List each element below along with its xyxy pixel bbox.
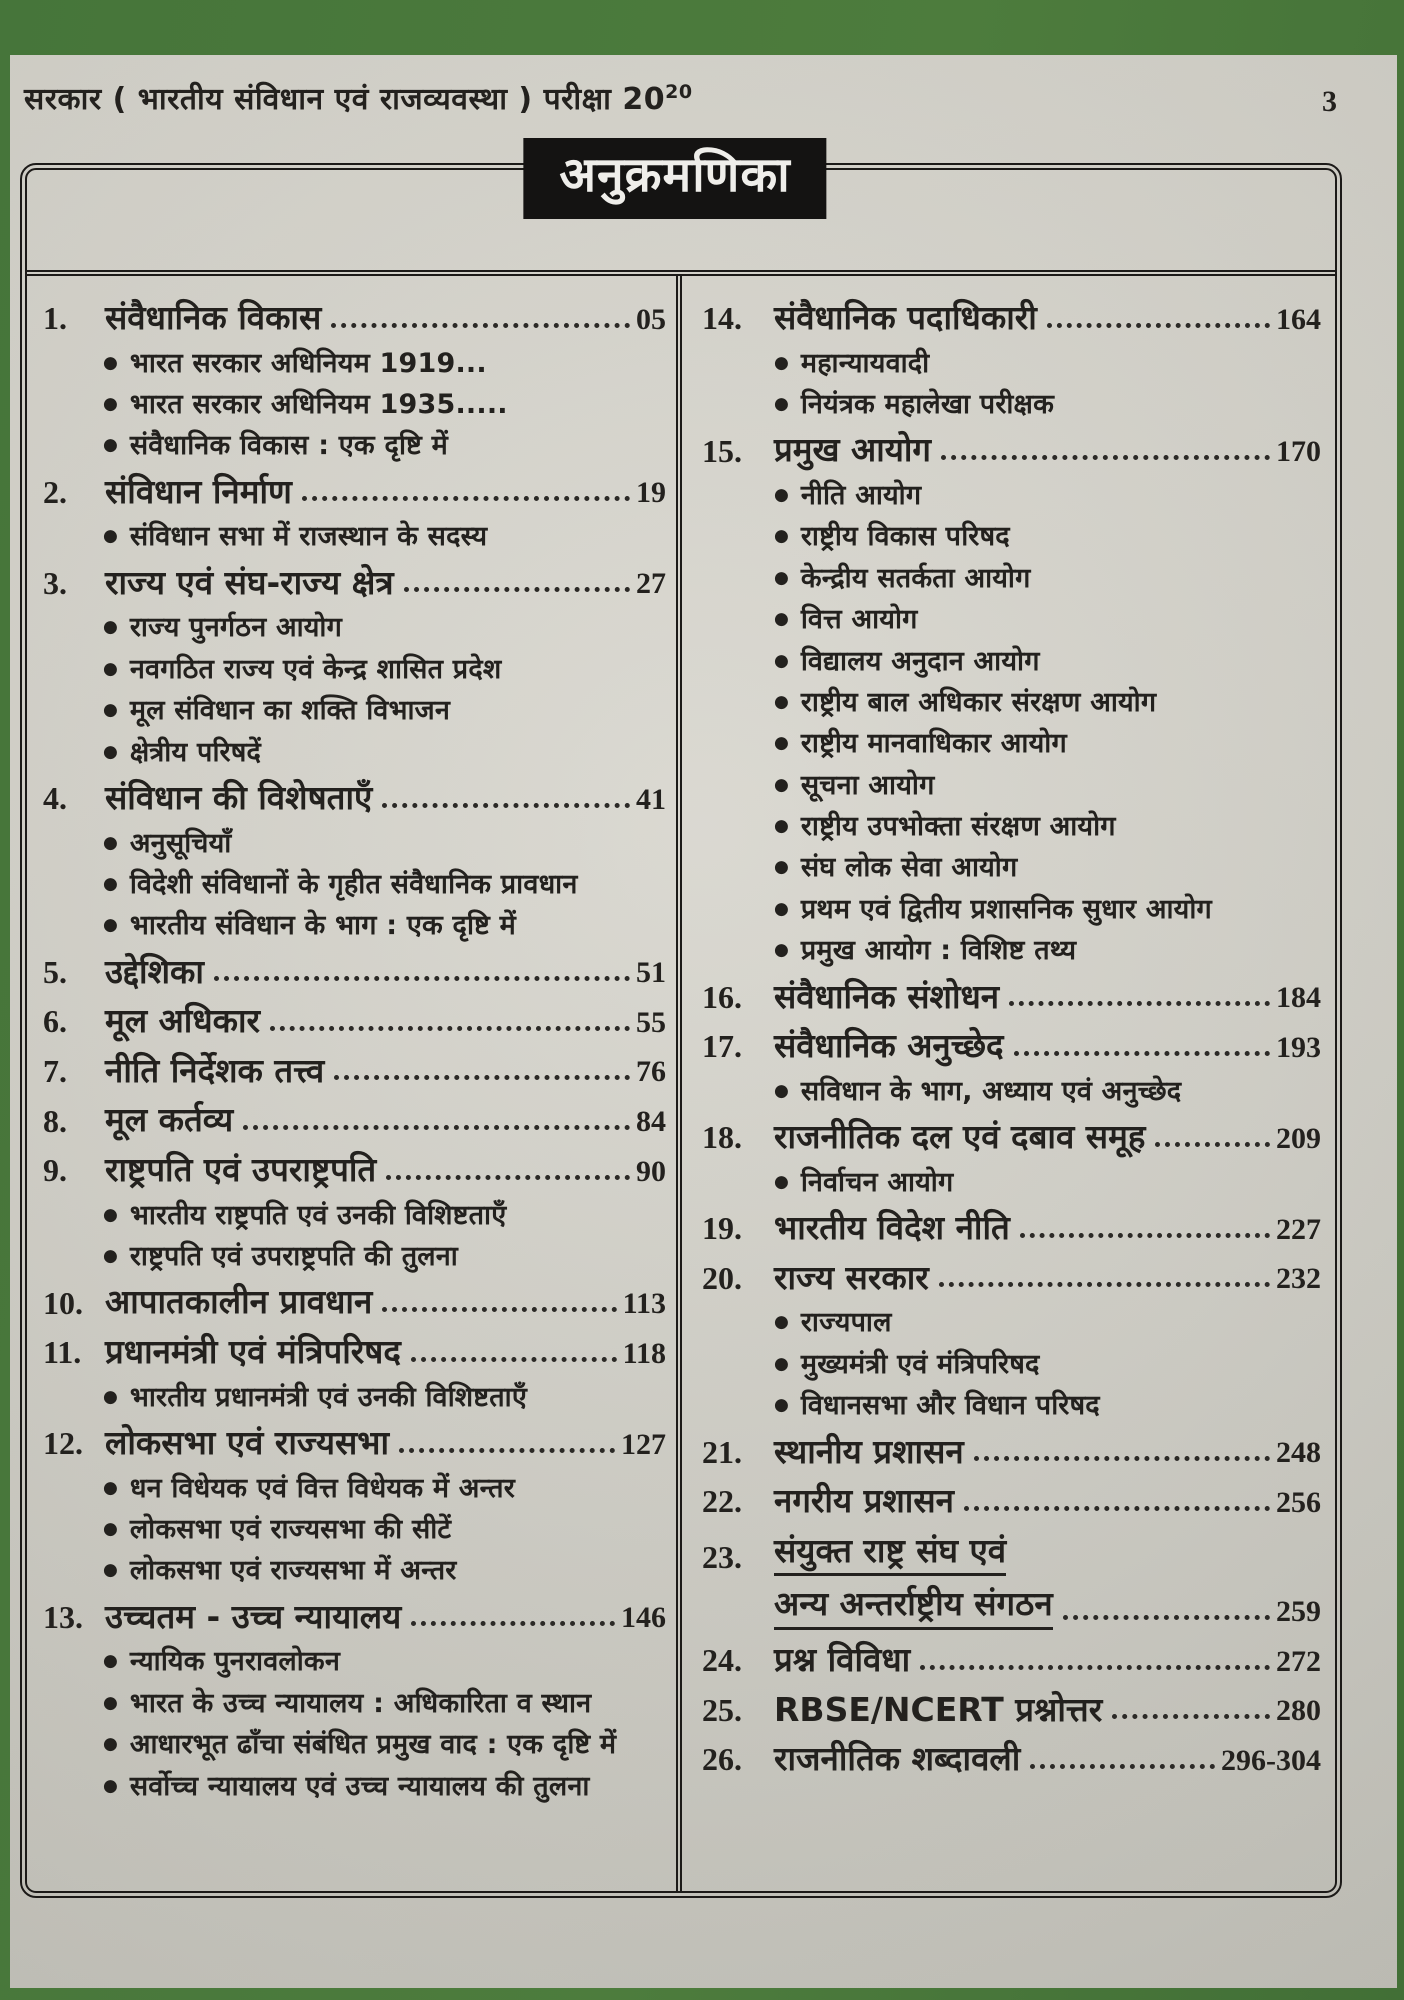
- toc-entry-page: 280: [1276, 1694, 1321, 1728]
- toc-entry-title: संवैधानिक अनुच्छेद: [774, 1026, 1004, 1066]
- toc-entry-page: 27: [636, 567, 666, 601]
- toc-sub-item: [774, 1349, 1321, 1381]
- toc-sub-item-label: प्रमुख आयोग : विशिष्ट तथ्य: [800, 935, 1077, 967]
- toc-entry: [43, 298, 666, 338]
- dotted-leader: [386, 1175, 630, 1180]
- bullet-icon: ●: [774, 1395, 789, 1416]
- toc-left-column: [27, 276, 682, 1891]
- toc-sub-item: [774, 480, 1321, 512]
- toc-entry-number: 10.: [43, 1284, 83, 1321]
- toc-sub-item: [774, 563, 1321, 595]
- toc-sub-item: [103, 1241, 666, 1273]
- toc-sub-item: [774, 770, 1321, 802]
- toc-entry: [702, 1117, 1321, 1157]
- toc-sub-item-label: राष्ट्रीय बाल अधिकार संरक्षण आयोग: [800, 686, 1157, 718]
- toc-sub-item-label: मुख्यमंत्री एवं मंत्रिपरिषद: [800, 1348, 1040, 1380]
- toc-sub-item: [774, 348, 1321, 380]
- toc-sub-item-label: संघ लोक सेवा आयोग: [800, 852, 1018, 884]
- toc-entry-number: 22.: [702, 1483, 742, 1520]
- toc-sub-item-label: भारत सरकार अधिनियम 1935.....: [129, 388, 508, 420]
- toc-entry-number: 19.: [702, 1210, 742, 1247]
- dotted-leader: [964, 1506, 1270, 1511]
- toc-sub-item-label: भारतीय राष्ट्रपति एवं उनकी विशिष्टताएँ: [129, 1199, 507, 1231]
- toc-sub-item: [103, 737, 666, 769]
- toc-sub-item: [774, 1390, 1321, 1422]
- toc-entry: [43, 472, 666, 512]
- toc-sub-item: [103, 430, 666, 462]
- dotted-leader: [1030, 1764, 1215, 1769]
- toc-sub-item-label: भारत के उच्च न्यायालय : अधिकारिता व स्थान: [129, 1687, 592, 1719]
- bullet-icon: ●: [774, 650, 789, 671]
- toc-sub-item-label: सर्वोच्च न्यायालय एवं उच्च न्यायालय की तुलना: [129, 1770, 590, 1802]
- toc-sub-item: [103, 1688, 666, 1720]
- toc-entry-page: 51: [636, 956, 666, 990]
- toc-entry-page: 170: [1276, 434, 1321, 468]
- toc-entry-page: 41: [636, 782, 666, 816]
- bullet-icon: ●: [103, 1734, 118, 1755]
- dotted-leader: [1009, 1001, 1270, 1006]
- toc-sub-item: [774, 1307, 1321, 1339]
- toc-entry: [43, 1001, 666, 1041]
- toc-entry: [774, 1584, 1321, 1630]
- toc-entry: [43, 952, 666, 992]
- toc-sub-item: [103, 1473, 666, 1505]
- bullet-icon: ●: [103, 1651, 118, 1672]
- toc-entry-page: 113: [622, 1287, 666, 1321]
- toc-entry: [702, 1640, 1321, 1680]
- toc-entry-number: 4.: [43, 780, 67, 817]
- toc-entry-number: 1.: [43, 300, 67, 337]
- toc-entry-title: मूल कर्तव्य: [105, 1100, 234, 1140]
- toc-sub-item: [774, 521, 1321, 553]
- bullet-icon: ●: [103, 526, 118, 547]
- toc-entry-number: 18.: [702, 1119, 742, 1156]
- dotted-leader: [1047, 323, 1270, 328]
- toc-sub-item: [774, 894, 1321, 926]
- dotted-leader: [1020, 1233, 1270, 1238]
- toc-sub-item-label: भारतीय संविधान के भाग : एक दृष्टि में: [129, 910, 516, 942]
- bullet-icon: ●: [103, 658, 118, 679]
- toc-entry-number: 11.: [43, 1334, 82, 1371]
- dotted-leader: [302, 496, 630, 501]
- toc-sub-item: [103, 1555, 666, 1587]
- bullet-icon: ●: [774, 1353, 789, 1374]
- toc-entry-title: उच्चतम - उच्च न्यायालय: [105, 1596, 402, 1636]
- toc-sub-item: [103, 695, 666, 727]
- toc-entry: [702, 1208, 1321, 1248]
- bullet-icon: ●: [774, 857, 789, 878]
- toc-sub-item: [774, 852, 1321, 884]
- bullet-icon: ●: [774, 774, 789, 795]
- toc-entry-page: 164: [1276, 302, 1321, 336]
- dotted-leader: [1155, 1142, 1270, 1147]
- bullet-icon: ●: [103, 1518, 118, 1539]
- dotted-leader: [1063, 1615, 1270, 1620]
- dotted-leader: [941, 455, 1270, 460]
- toc-entry-title: संविधान की विशेषताएँ: [105, 777, 373, 817]
- toc-entry-title: प्रश्न विविधा: [774, 1639, 911, 1679]
- toc-right-column: [682, 276, 1335, 1891]
- toc-entry-title: नीति निर्देशक तत्त्व: [105, 1050, 325, 1090]
- toc-sub-item-label: विधानसभा और विधान परिषद: [800, 1390, 1100, 1422]
- dotted-leader: [920, 1665, 1270, 1670]
- toc-sub-item: [774, 389, 1321, 421]
- toc-entry-page: 193: [1276, 1030, 1321, 1064]
- toc-entry-number: 9.: [43, 1152, 67, 1189]
- bullet-icon: ●: [103, 1775, 118, 1796]
- toc-entry-title: मूल अधिकार: [105, 1001, 261, 1041]
- toc-entry-number: 5.: [43, 953, 67, 990]
- toc-entry-title: राजनीतिक दल एवं दबाव समूह: [774, 1117, 1146, 1157]
- dotted-leader: [1014, 1051, 1270, 1056]
- toc-sub-item: [774, 935, 1321, 967]
- toc-sub-item: [103, 654, 666, 686]
- toc-entry: [702, 1432, 1321, 1472]
- toc-entry: [702, 1258, 1321, 1298]
- toc-sub-item-label: धन विधेयक एवं वित्त विधेयक में अन्तर: [129, 1472, 515, 1504]
- bullet-icon: ●: [103, 435, 118, 456]
- dotted-leader: [214, 976, 630, 981]
- toc-sub-item-label: राज्यपाल: [800, 1307, 892, 1339]
- book-title-text: सरकार ( भारतीय संविधान एवं राजव्यवस्था ) परीक्षा 20: [24, 82, 666, 117]
- toc-entry-number: 16.: [702, 978, 742, 1015]
- toc-sub-item: [103, 1771, 666, 1803]
- bullet-icon: ●: [103, 352, 118, 373]
- toc-entry: [43, 1282, 666, 1322]
- toc-sub-item-label: निर्वाचन आयोग: [800, 1166, 954, 1198]
- toc-sub-item: [103, 1514, 666, 1546]
- toc-entry-title: संविधान निर्माण: [105, 471, 292, 511]
- bullet-icon: ●: [774, 1171, 789, 1192]
- bullet-icon: ●: [103, 741, 118, 762]
- toc-entry-number: 7.: [43, 1053, 67, 1090]
- toc-sub-item: [103, 1646, 666, 1678]
- toc-sub-item-label: क्षेत्रीय परिषदें: [129, 736, 262, 768]
- toc-entry: [702, 430, 1321, 470]
- bullet-icon: ●: [774, 1312, 789, 1333]
- toc-entry-page: 146: [621, 1601, 666, 1635]
- toc-entry: [702, 1531, 1321, 1577]
- toc-entry-title: भारतीय विदेश नीति: [774, 1208, 1010, 1248]
- toc-entry-page: 127: [621, 1427, 666, 1461]
- dotted-leader: [939, 1282, 1270, 1287]
- dotted-leader: [974, 1456, 1270, 1461]
- toc-sub-item: [103, 828, 666, 860]
- toc-entry-title: राष्ट्रपति एवं उपराष्ट्रपति: [105, 1150, 377, 1190]
- toc-sub-item: [774, 811, 1321, 843]
- toc-entry-title: आपातकालीन प्रावधान: [105, 1282, 373, 1322]
- toc-entry-number: 26.: [702, 1741, 742, 1778]
- toc-sub-item-label: विदेशी संविधानों के गृहीत संवैधानिक प्रावधान: [129, 868, 578, 900]
- dotted-leader: [382, 803, 630, 808]
- book-title: [24, 77, 693, 118]
- toc-entry-page: 227: [1276, 1212, 1321, 1246]
- toc-entry: [43, 1100, 666, 1140]
- toc-entry-title: लोकसभा एवं राज्यसभा: [105, 1423, 390, 1462]
- toc-entry-number: 24.: [702, 1642, 742, 1679]
- toc-sub-item-label: संविधान सभा में राजस्थान के सदस्य: [129, 521, 488, 553]
- toc-sub-item: [103, 1729, 666, 1761]
- bullet-icon: ●: [103, 915, 118, 936]
- toc-entry-title: RBSE/NCERT प्रश्नोत्तर: [774, 1689, 1103, 1729]
- toc-sub-item-label: नवगठित राज्य एवं केन्द्र शासित प्रदेश: [129, 653, 502, 685]
- bullet-icon: ●: [774, 484, 789, 505]
- dotted-leader: [334, 1075, 630, 1080]
- toc-entry-title: संयुक्त राष्ट्र संघ एवं: [774, 1531, 1006, 1577]
- toc-entry-title: संवैधानिक संशोधन: [774, 976, 1000, 1016]
- page-header: [24, 77, 1337, 119]
- toc-sub-item-label: न्यायिक पुनरावलोकन: [129, 1646, 341, 1678]
- toc-sub-item: [103, 348, 666, 380]
- bullet-icon: ●: [774, 940, 789, 961]
- bullet-icon: ●: [103, 1560, 118, 1581]
- toc-entry-title: प्रधानमंत्री एवं मंत्रिपरिषद: [105, 1332, 401, 1372]
- toc-sub-item: [103, 521, 666, 553]
- toc-entry-number: 12.: [43, 1425, 83, 1462]
- toc-entry: [702, 1026, 1321, 1066]
- toc-sub-item: [103, 612, 666, 644]
- toc-sub-item: [103, 910, 666, 942]
- bullet-icon: ●: [774, 526, 789, 547]
- bullet-icon: ●: [103, 1246, 118, 1267]
- toc-sub-item: [774, 1076, 1321, 1108]
- toc-sub-item-label: प्रथम एवं द्वितीय प्रशासनिक सुधार आयोग: [800, 893, 1212, 925]
- toc-entry: [702, 1481, 1321, 1521]
- bullet-icon: ●: [774, 691, 789, 712]
- toc-entry-title: राजनीतिक शब्दावली: [774, 1739, 1021, 1779]
- toc-entry-title: संवैधानिक पदाधिकारी: [774, 298, 1037, 337]
- dotted-leader: [243, 1125, 630, 1130]
- toc-entry: [43, 1150, 666, 1190]
- toc-title: अनुक्रमणिका: [525, 140, 824, 217]
- toc-sub-item: [103, 1382, 666, 1414]
- toc-sub-item-label: विद्यालय अनुदान आयोग: [800, 645, 1040, 677]
- toc-entry-number: 15.: [702, 432, 742, 469]
- toc-entry: [702, 1690, 1321, 1730]
- toc-sub-item: [103, 869, 666, 901]
- toc-sub-item-label: अनुसूचियाँ: [129, 827, 232, 859]
- toc-sub-item-label: लोकसभा एवं राज्यसभा में अन्तर: [129, 1555, 457, 1587]
- toc-sub-item-label: सूचना आयोग: [800, 769, 935, 801]
- toc-entry-page: 209: [1276, 1121, 1321, 1155]
- toc-sub-item-label: राज्य पुनर्गठन आयोग: [129, 612, 343, 644]
- toc-sub-item: [774, 687, 1321, 719]
- toc-entry-number: 3.: [43, 564, 67, 601]
- page-number: 3: [1322, 85, 1337, 118]
- bullet-icon: ●: [103, 700, 118, 721]
- toc-entry-number: 21.: [702, 1433, 742, 1470]
- toc-sub-item-label: संवैधानिक विकास : एक दृष्टि में: [129, 430, 448, 462]
- toc-entry-page: 76: [636, 1055, 666, 1089]
- bullet-icon: ●: [103, 1386, 118, 1407]
- toc-sub-item: [103, 389, 666, 421]
- toc-entry-title: राज्य सरकार: [774, 1257, 929, 1297]
- dotted-leader: [270, 1026, 630, 1031]
- toc-entry: [43, 1597, 666, 1637]
- toc-entry: [43, 1423, 666, 1463]
- toc-entry: [702, 977, 1321, 1017]
- toc-entry: [702, 298, 1321, 338]
- bullet-icon: ●: [103, 1477, 118, 1498]
- toc-entry-page: 272: [1276, 1644, 1321, 1678]
- toc-entry-page: 259: [1276, 1594, 1321, 1628]
- toc-title-strip: [27, 147, 1335, 276]
- toc-sub-item-label: नीति आयोग: [800, 479, 922, 511]
- toc-sub-item-label: लोकसभा एवं राज्यसभा की सीटें: [129, 1513, 452, 1545]
- toc-entry-number: 8.: [43, 1102, 67, 1139]
- toc-entry-number: 23.: [702, 1538, 742, 1575]
- toc-entry-title: नगरीय प्रशासन: [774, 1481, 954, 1521]
- toc-entry-number: 14.: [702, 300, 742, 337]
- bullet-icon: ●: [103, 1204, 118, 1225]
- bullet-icon: ●: [774, 352, 789, 373]
- bullet-icon: ●: [774, 898, 789, 919]
- toc-entry-number: 17.: [702, 1028, 742, 1065]
- bullet-icon: ●: [103, 873, 118, 894]
- bullet-icon: ●: [774, 567, 789, 588]
- dotted-leader: [382, 1307, 616, 1312]
- toc-entry-page: 90: [636, 1154, 666, 1188]
- toc-entry-title: संवैधानिक विकास: [105, 298, 322, 337]
- toc-sub-item-label: वित्त आयोग: [800, 604, 918, 636]
- toc-entry-page: 05: [636, 302, 666, 336]
- toc-sub-item-label: भारत सरकार अधिनियम 1919...: [129, 347, 487, 379]
- dotted-leader: [404, 587, 630, 592]
- bullet-icon: ●: [774, 609, 789, 630]
- toc-sub-item-label: राष्ट्रीय उपभोक्ता संरक्षण आयोग: [800, 811, 1116, 843]
- toc-sub-item: [774, 728, 1321, 760]
- toc-entry-page: 232: [1276, 1262, 1321, 1296]
- toc-columns: [27, 276, 1335, 1891]
- toc-entry: [43, 1332, 666, 1372]
- toc-sub-item-label: मूल संविधान का शक्ति विभाजन: [129, 695, 451, 727]
- toc-sub-item-label: नियंत्रक महालेखा परीक्षक: [800, 388, 1055, 420]
- toc-entry: [43, 1051, 666, 1091]
- toc-entry-title: स्थानीय प्रशासन: [774, 1431, 964, 1471]
- toc-entry: [43, 778, 666, 818]
- toc-entry-number: 13.: [43, 1598, 83, 1635]
- toc-sub-item-label: भारतीय प्रधानमंत्री एवं उनकी विशिष्टताएँ: [129, 1381, 527, 1413]
- toc-sub-item-label: राष्ट्रीय मानवाधिकार आयोग: [800, 728, 1067, 760]
- bullet-icon: ●: [103, 1692, 118, 1713]
- toc-sub-item-label: राष्ट्रपति एवं उपराष्ट्रपति की तुलना: [129, 1241, 458, 1273]
- toc-entry-page: 19: [636, 476, 666, 510]
- dotted-leader: [1112, 1714, 1270, 1719]
- toc-entry-title: राज्य एवं संघ-राज्य क्षेत्र: [105, 562, 394, 602]
- toc-entry: [702, 1739, 1321, 1779]
- toc-entry-number: 2.: [43, 473, 67, 510]
- toc-sub-item: [774, 1167, 1321, 1199]
- toc-entry-number: 6.: [43, 1003, 67, 1040]
- book-title-superscript: 20: [665, 81, 693, 103]
- toc-sub-item-label: महान्यायवादी: [800, 347, 930, 379]
- dotted-leader: [411, 1621, 615, 1626]
- toc-entry-page: 256: [1276, 1485, 1321, 1519]
- toc-sub-item: [774, 604, 1321, 636]
- toc-entry-title: उद्देशिका: [105, 951, 204, 991]
- toc-sub-item: [774, 646, 1321, 678]
- toc-entry-page: 84: [636, 1105, 666, 1139]
- toc-entry-title: प्रमुख आयोग: [774, 430, 931, 470]
- bullet-icon: ●: [103, 832, 118, 853]
- toc-entry-number: 25.: [702, 1691, 742, 1728]
- book-page: [10, 55, 1397, 1988]
- toc-entry-page: 296-304: [1221, 1743, 1321, 1777]
- bullet-icon: ●: [103, 617, 118, 638]
- toc-entry-page: 184: [1276, 981, 1321, 1015]
- toc-sub-item-label: आधारभूत ढाँचा संबंधित प्रमुख वाद : एक दृष्टि में: [129, 1729, 617, 1761]
- toc-entry-page: 55: [636, 1005, 666, 1039]
- dotted-leader: [331, 323, 630, 328]
- toc-sub-item-label: सविधान के भाग, अध्याय एवं अनुच्छेद: [800, 1075, 1182, 1107]
- toc-box: [20, 147, 1342, 1898]
- toc-entry-title: अन्य अन्तर्राष्ट्रीय संगठन: [774, 1584, 1053, 1630]
- toc-entry-number: 20.: [702, 1260, 742, 1297]
- toc-entry-page: 248: [1276, 1436, 1321, 1470]
- bullet-icon: ●: [774, 393, 789, 414]
- dotted-leader: [399, 1448, 615, 1453]
- toc-sub-item-label: केन्द्रीय सतर्कता आयोग: [800, 562, 1031, 594]
- toc-sub-item-label: राष्ट्रीय विकास परिषद: [800, 521, 1010, 553]
- toc-sub-item: [103, 1200, 666, 1232]
- bullet-icon: ●: [774, 1080, 789, 1101]
- bullet-icon: ●: [103, 393, 118, 414]
- toc-entry: [43, 563, 666, 603]
- bullet-icon: ●: [774, 816, 789, 837]
- dotted-leader: [411, 1357, 617, 1362]
- toc-entry-page: 118: [622, 1336, 666, 1370]
- bullet-icon: ●: [774, 733, 789, 754]
